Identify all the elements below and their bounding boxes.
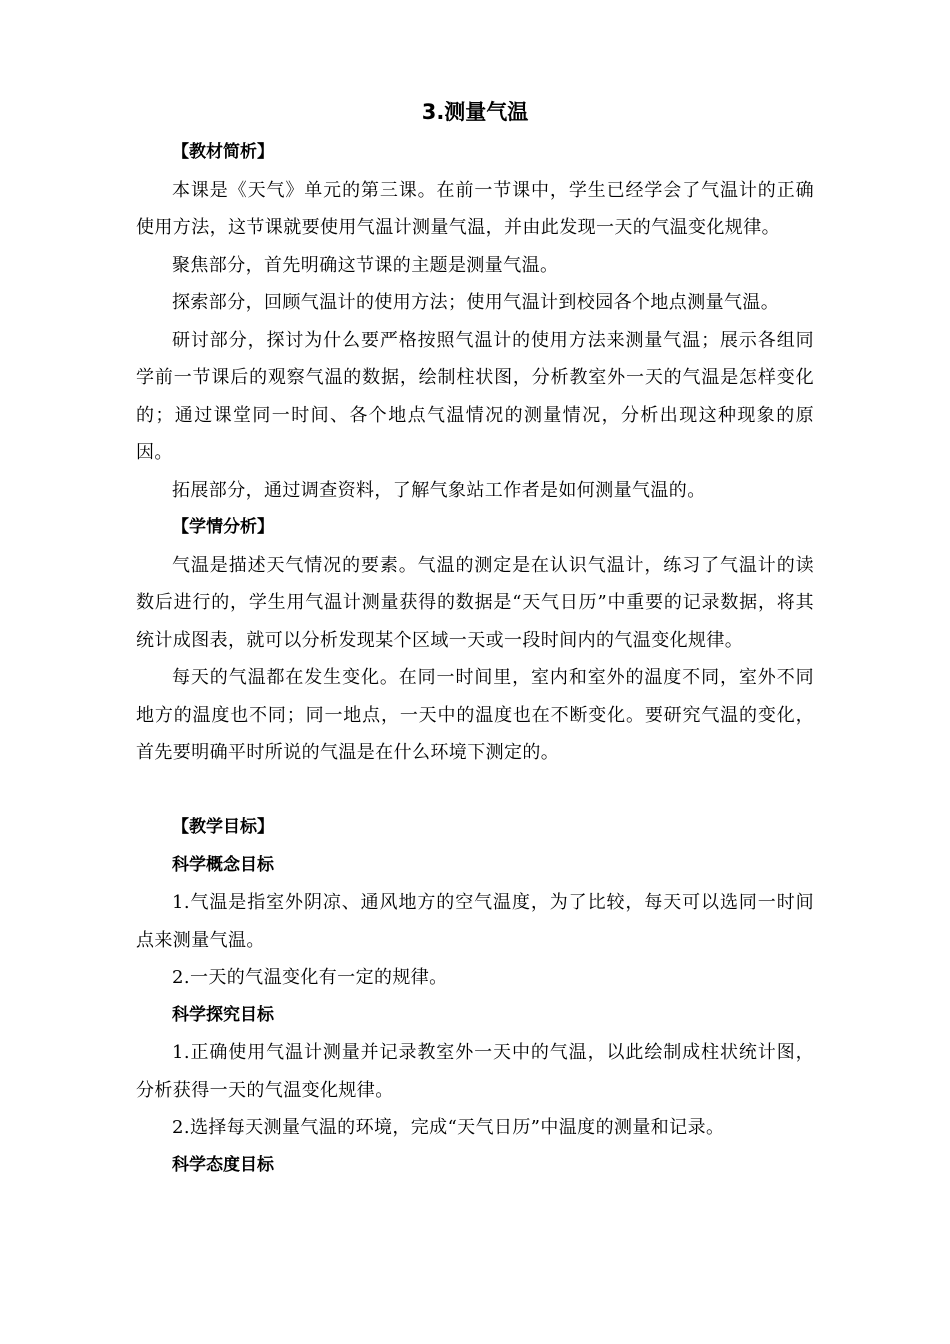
list-item: 2.一天的气温变化有一定的规律。 <box>172 967 448 988</box>
page-title: 3.测量气温 <box>421 100 529 124</box>
section-heading-textbook: 【教材简析】 <box>172 142 274 162</box>
paragraph: 聚焦部分，首先明确这节课的主题是测量气温。 <box>172 254 559 276</box>
list-item: 1.气温是指室外阴凉、通风地方的空气温度，为了比较，每天可以选同一时间点来测量气温。 <box>136 892 814 951</box>
list-item: 1.正确使用气温计测量并记录教室外一天中的气温，以此绘制成柱状统计图，分析获得一天的气温变化规律。 <box>136 1042 814 1101</box>
paragraph: 探索部分，回顾气温计的使用方法；使用气温计到校园各个地点测量气温。 <box>172 292 780 313</box>
paragraph: 拓展部分，通过调查资料，了解气象站工作者是如何测量气温的。 <box>172 479 706 501</box>
paragraph: 气温是描述天气情况的要素。气温的测定是在认识气温计，练习了气温计的读数后进行的，学生用气温计测量获得的数据是“天气日历”中重要的记录数据，将其统计成图表，就可以分析发现某个区域一天或一段时间内的气温变化规律。 <box>136 554 814 651</box>
paragraph: 研讨部分，探讨为什么要严格按照气温计的使用方法来测量气温；展示各组同学前一节课后的观察气温的数据，绘制柱状图，分析教室外一天的气温是怎样变化的；通过课堂同一时间、各个地点气温情况的测量情况，分析出现这种现象的原因。 <box>136 329 814 463</box>
blank-line <box>136 772 814 810</box>
subheading-concept: 科学概念目标 <box>172 854 274 875</box>
paragraph: 每天的气温都在发生变化。在同一时间里，室内和室外的温度不同，室外不同地方的温度也不同；同一地点，一天中的温度也在不断变化。要研究气温的变化，首先要明确平时所说的气温是在什么环境下测定的。 <box>136 667 814 763</box>
subheading-attitude: 科学态度目标 <box>172 1154 274 1175</box>
list-item: 2.选择每天测量气温的环境，完成“天气日历”中温度的测量和记录。 <box>172 1117 725 1138</box>
section-heading-students: 【学情分析】 <box>172 517 274 537</box>
subheading-inquiry: 科学探究目标 <box>172 1004 274 1025</box>
section-heading-goals: 【教学目标】 <box>172 817 274 837</box>
paragraph: 本课是《天气》单元的第三课。在前一节课中，学生已经学会了气温计的正确使用方法，这节课就要使用气温计测量气温，并由此发现一天的气温变化规律。 <box>136 179 814 238</box>
